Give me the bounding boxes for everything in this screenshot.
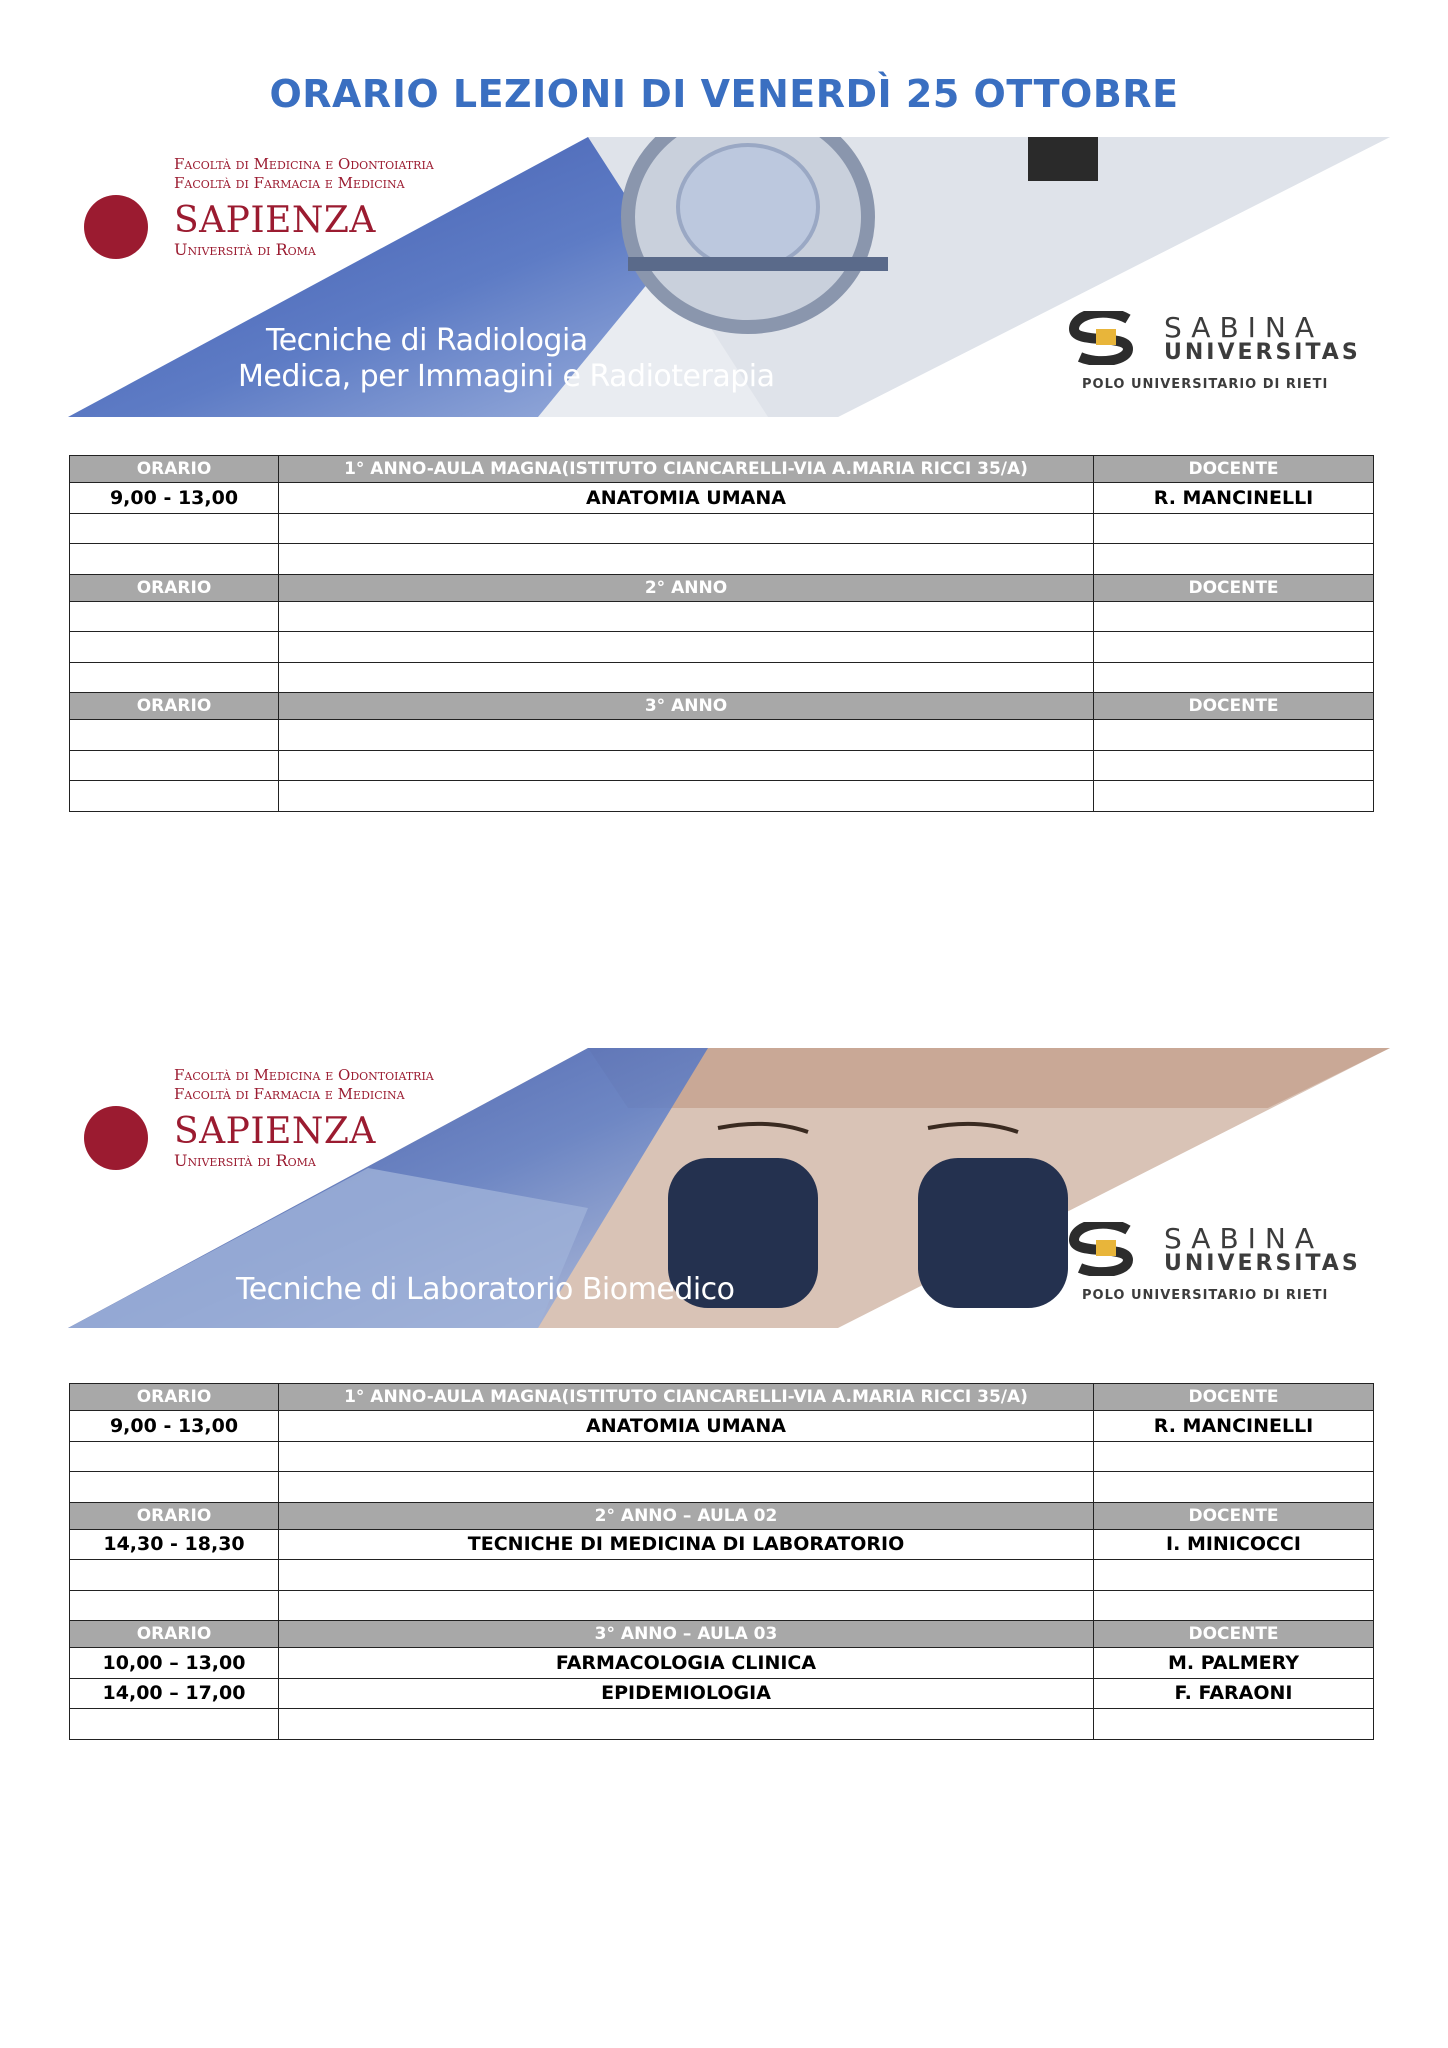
table-row (70, 1411, 1374, 1442)
table-row (70, 720, 1374, 751)
table-header-row (70, 574, 1374, 601)
partner-tagline: POLO UNIVERSITARIO DI RIETI (1082, 1288, 1329, 1303)
sapienza-seal-icon (84, 1106, 148, 1170)
header-cell: DOCENTE (1094, 1502, 1374, 1529)
time-cell (70, 1590, 279, 1621)
time-cell (70, 544, 279, 575)
time-cell (70, 662, 279, 693)
time-cell (70, 1441, 279, 1472)
sabina-universitas-logo (1068, 1222, 1378, 1312)
teacher-cell: F. FARAONI (1094, 1678, 1374, 1709)
time-cell: 9,00 - 13,00 (70, 1411, 279, 1442)
table-row (70, 1678, 1374, 1709)
subject-cell (279, 513, 1094, 544)
partner-name: SABINA (1164, 1222, 1324, 1255)
university-sub: Università di Roma (174, 1151, 316, 1170)
header-cell: ORARIO (70, 1502, 279, 1529)
sapienza-logo (174, 1112, 376, 1170)
faculty-line: Facoltà di Medicina e Odontoiatria (174, 1066, 434, 1084)
time-cell (70, 1560, 279, 1591)
table-header-row (70, 1621, 1374, 1648)
teacher-cell (1094, 1441, 1374, 1472)
teacher-cell (1094, 1472, 1374, 1503)
university-sub: Università di Roma (174, 240, 316, 259)
time-cell: 10,00 – 13,00 (70, 1648, 279, 1679)
table-row (70, 513, 1374, 544)
sabina-s-icon (1068, 311, 1138, 365)
table-row (70, 1709, 1374, 1740)
schedule-table-radiologia (69, 455, 1374, 812)
time-cell (70, 750, 279, 781)
partner-sub: UNIVERSITAS (1164, 340, 1361, 365)
subject-cell (279, 781, 1094, 812)
faculty-line: Facoltà di Medicina e Odontoiatria (174, 155, 434, 173)
subject-cell: FARMACOLOGIA CLINICA (279, 1648, 1094, 1679)
header-cell: DOCENTE (1094, 1621, 1374, 1648)
time-cell (70, 513, 279, 544)
university-name: SAPIENZA (174, 1111, 376, 1152)
table-row (70, 544, 1374, 575)
table-row (70, 781, 1374, 812)
university-name: SAPIENZA (174, 200, 376, 241)
faculty-line: Facoltà di Farmacia e Medicina (174, 1085, 405, 1103)
header-cell: 2° ANNO – AULA 02 (279, 1502, 1094, 1529)
subject-cell (279, 1590, 1094, 1621)
teacher-cell: I. MINICOCCI (1094, 1529, 1374, 1560)
table-row (70, 1560, 1374, 1591)
header-cell: ORARIO (70, 1621, 279, 1648)
header-cell: 3° ANNO (279, 693, 1094, 720)
faculty-lines (174, 1066, 434, 1104)
header-cell: 1° ANNO-AULA MAGNA(ISTITUTO CIANCARELLI-VIA A.MARIA RICCI 35/A) (279, 1384, 1094, 1411)
course-banner-radiologia (68, 137, 1390, 417)
time-cell (70, 781, 279, 812)
table-header-row (70, 693, 1374, 720)
subject-cell: EPIDEMIOLOGIA (279, 1678, 1094, 1709)
table-row (70, 1590, 1374, 1621)
header-cell: ORARIO (70, 693, 279, 720)
sapienza-logo (174, 201, 376, 259)
header-cell: DOCENTE (1094, 574, 1374, 601)
teacher-cell (1094, 544, 1374, 575)
time-cell (70, 632, 279, 663)
table-row (70, 1529, 1374, 1560)
teacher-cell (1094, 1560, 1374, 1591)
table-row (70, 750, 1374, 781)
course-line: Medica, per Immagini e Radioterapia (238, 359, 775, 394)
table-header-row (70, 456, 1374, 483)
course-name (238, 323, 774, 395)
faculty-lines (174, 155, 434, 193)
subject-cell: TECNICHE DI MEDICINA DI LABORATORIO (279, 1529, 1094, 1560)
time-cell (70, 720, 279, 751)
header-cell: ORARIO (70, 456, 279, 483)
table-row (70, 1441, 1374, 1472)
header-cell: 3° ANNO – AULA 03 (279, 1621, 1094, 1648)
header-cell: DOCENTE (1094, 456, 1374, 483)
time-cell: 14,30 - 18,30 (70, 1529, 279, 1560)
partner-sub: UNIVERSITAS (1164, 1251, 1361, 1276)
table-header-row (70, 1502, 1374, 1529)
table-row (70, 632, 1374, 663)
subject-cell (279, 1472, 1094, 1503)
faculty-line: Facoltà di Farmacia e Medicina (174, 174, 405, 192)
teacher-cell (1094, 720, 1374, 751)
partner-name: SABINA (1164, 311, 1324, 344)
subject-cell (279, 720, 1094, 751)
subject-cell (279, 601, 1094, 632)
table-row (70, 1472, 1374, 1503)
header-cell: ORARIO (70, 1384, 279, 1411)
subject-cell: ANATOMIA UMANA (279, 483, 1094, 514)
teacher-cell (1094, 750, 1374, 781)
time-cell (70, 1472, 279, 1503)
time-cell: 9,00 - 13,00 (70, 483, 279, 514)
teacher-cell: R. MANCINELLI (1094, 483, 1374, 514)
header-cell: DOCENTE (1094, 693, 1374, 720)
time-cell (70, 1709, 279, 1740)
table-row (70, 1648, 1374, 1679)
course-line: Tecniche di Radiologia (266, 323, 588, 358)
table-header-row (70, 1384, 1374, 1411)
teacher-cell: M. PALMERY (1094, 1648, 1374, 1679)
partner-tagline: POLO UNIVERSITARIO DI RIETI (1082, 377, 1329, 392)
time-cell: 14,00 – 17,00 (70, 1678, 279, 1709)
time-cell (70, 601, 279, 632)
course-line: Tecniche di Laboratorio Biomedico (236, 1272, 735, 1307)
teacher-cell (1094, 1709, 1374, 1740)
subject-cell (279, 632, 1094, 663)
course-banner-laboratorio (68, 1048, 1390, 1328)
teacher-cell (1094, 513, 1374, 544)
header-cell: 2° ANNO (279, 574, 1094, 601)
sabina-universitas-logo (1068, 311, 1378, 401)
subject-cell (279, 544, 1094, 575)
subject-cell (279, 1709, 1094, 1740)
header-cell: DOCENTE (1094, 1384, 1374, 1411)
sapienza-seal-icon (84, 195, 148, 259)
teacher-cell: R. MANCINELLI (1094, 1411, 1374, 1442)
course-name (236, 1272, 735, 1308)
teacher-cell (1094, 781, 1374, 812)
teacher-cell (1094, 1590, 1374, 1621)
table-row (70, 601, 1374, 632)
teacher-cell (1094, 601, 1374, 632)
teacher-cell (1094, 662, 1374, 693)
header-cell: 1° ANNO-AULA MAGNA(ISTITUTO CIANCARELLI-VIA A.MARIA RICCI 35/A) (279, 456, 1094, 483)
subject-cell (279, 662, 1094, 693)
header-cell: ORARIO (70, 574, 279, 601)
schedule-table-laboratorio (69, 1383, 1374, 1740)
subject-cell (279, 1441, 1094, 1472)
table-row (70, 483, 1374, 514)
page-title: ORARIO LEZIONI DI VENERDÌ 25 OTTOBRE (269, 72, 1179, 116)
subject-cell: ANATOMIA UMANA (279, 1411, 1094, 1442)
subject-cell (279, 750, 1094, 781)
table-row (70, 662, 1374, 693)
subject-cell (279, 1560, 1094, 1591)
sabina-s-icon (1068, 1222, 1138, 1276)
teacher-cell (1094, 632, 1374, 663)
